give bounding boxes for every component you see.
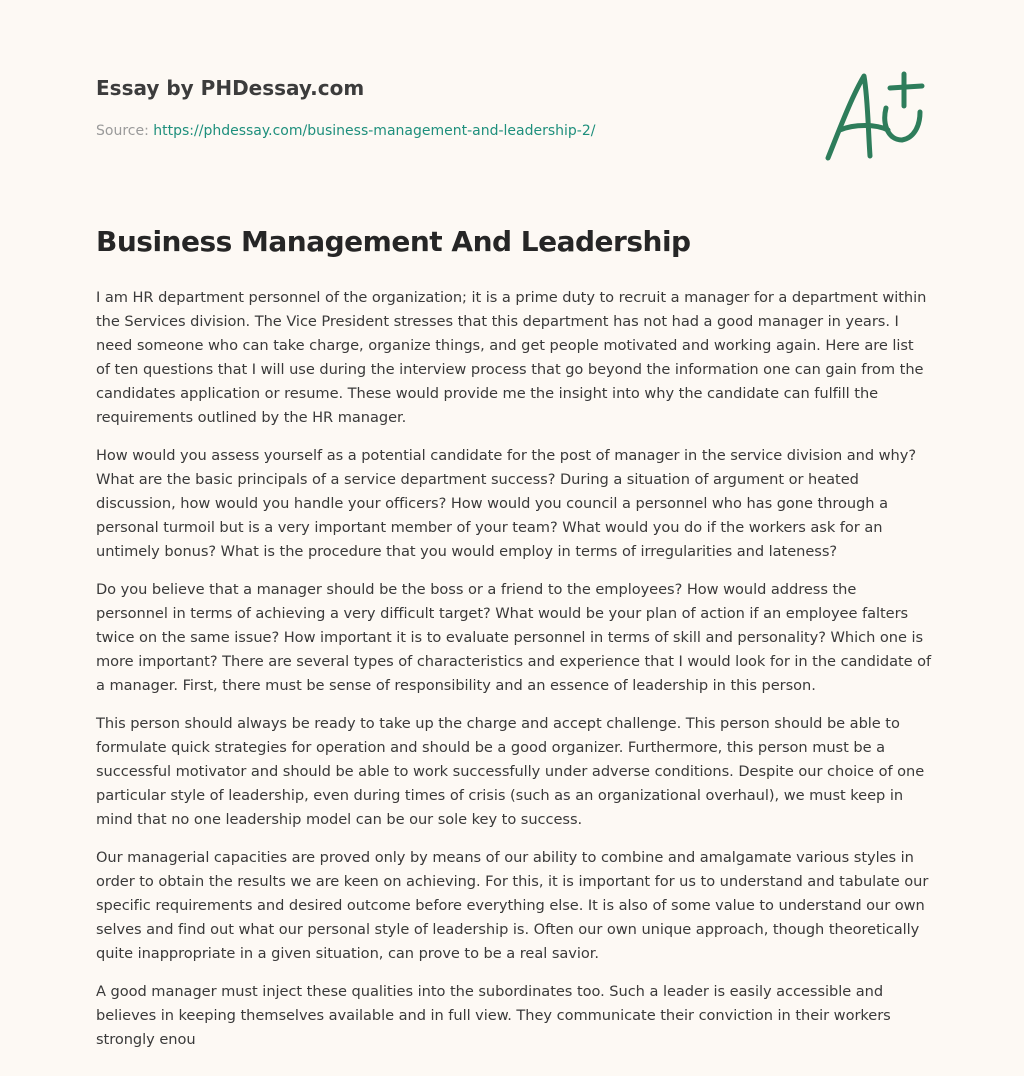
essay-paragraph: A good manager must inject these qualities into the subordinates too. Such a leader is easily accessible and believes in keeping themselves available and in full view. They communicate their conviction in their workers strongly enou (96, 983, 891, 1048)
site-brand: Essay by PHDessay.com (96, 76, 365, 100)
source-link[interactable]: https://phdessay.com/business-management-and-leadership-2/ (153, 123, 596, 139)
essay-paragraph: Our managerial capacities are proved only by means of our ability to combine and amalgamate various styles in order to obtain the results we are keen on achieving. For this, it is important for us to understand and tabulate our specific requirements and desired outcome before everything else. It is also of some value to understand our own selves and find out what our personal style of leadership is. Often our own unique approach, though theoretically quite inappropriate in a given situation, can prove to be a real savior. (96, 849, 929, 962)
essay-paragraph: I am HR department personnel of the organization; it is a prime duty to recruit a manager for a department within the Services division. The Vice President stresses that this department has not had a good manager in years. I need someone who can take charge, organize things, and get people motivated and working again. Here are list of ten questions that I will use during the interview process that go beyond the information one can gain from the candidates application or resume. These would provide me the insight into why the candidate can fulfill the requirements outlined by the HR manager. (96, 289, 927, 426)
essay-paragraph: This person should always be ready to take up the charge and accept challenge. This person should be able to formulate quick strategies for operation and should be a good organizer. Furthermore, this person must be a successful motivator and should be able to work successfully under adverse conditions. Despite our choice of one particular style of leadership, even during times of crisis (such as an organizational overhaul), we must keep in mind that no one leadership model can be our sole key to success. (96, 715, 925, 828)
essay-title: Business Management And Leadership (96, 225, 691, 258)
essay-paragraph: How would you assess yourself as a potential candidate for the post of manager in the service division and why? What are the basic principals of a service department success? During a situation of argument or heated discussion, how would you handle your officers? How would you council a personnel who has gone through a personal turmoil but is a very important member of your team? What would you do if the workers ask for an untimely bonus? What is the procedure that you would employ in terms of irregularities and lateness? (96, 447, 917, 560)
essay-paragraph: Do you believe that a manager should be the boss or a friend to the employees? How would address the personnel in terms of achieving a very difficult target? What would be your plan of action if an employee falters twice on the same issue? How important it is to evaluate personnel in terms of skill and personality? Which one is more important? There are several types of characteristics and experience that I would look for in the candidate of a manager. First, there must be sense of responsibility and an essence of leadership in this person. (96, 581, 932, 694)
a-plus-grade-icon (818, 66, 930, 166)
source-line (96, 123, 595, 139)
essay-body (96, 286, 932, 1066)
source-label: Source: (96, 123, 154, 139)
